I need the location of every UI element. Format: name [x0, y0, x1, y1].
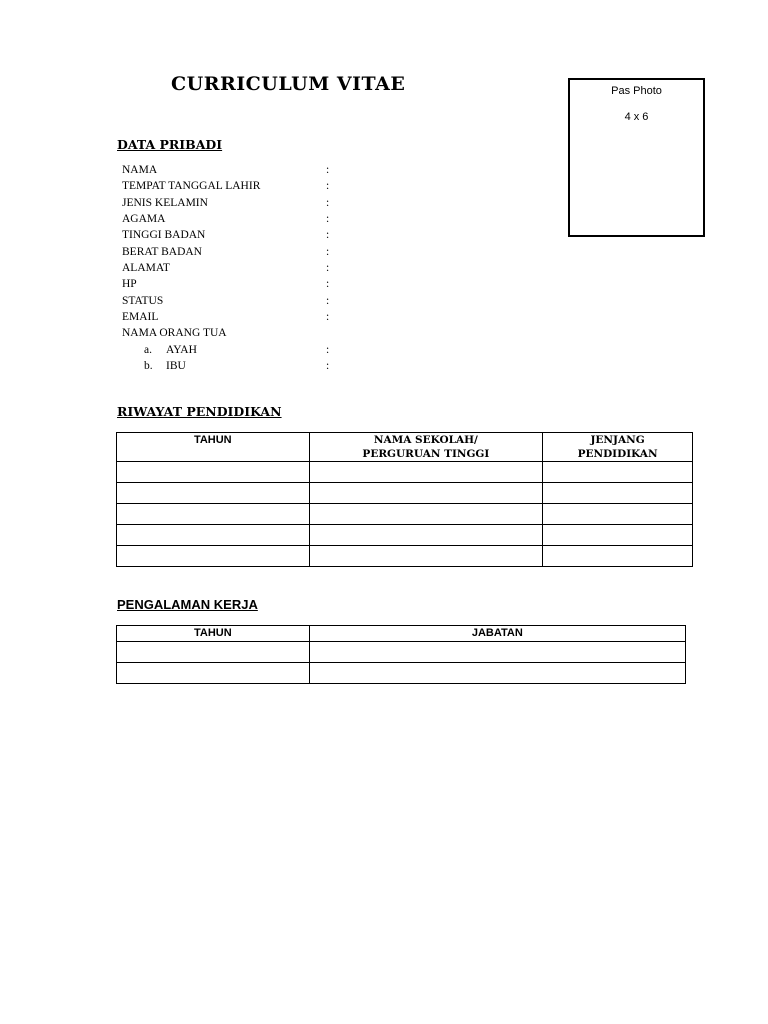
photo-size: 4 x 6 [624, 111, 649, 123]
field-label-text: ALAMAT [122, 262, 170, 275]
field-label [122, 213, 165, 225]
field-label [122, 295, 163, 307]
table-cell[interactable] [543, 483, 693, 504]
education-column-header: TAHUN [117, 433, 310, 462]
field-colon: : [326, 213, 330, 226]
personal-field-row [122, 196, 330, 213]
list-marker: b. [144, 360, 153, 373]
field-label [122, 278, 137, 290]
experience-column-header: JABATAN [309, 626, 685, 642]
cv-title: CURRICULUM VITAE [171, 73, 406, 95]
table-cell[interactable] [309, 642, 685, 663]
field-label-text: JENIS KELAMIN [122, 196, 208, 209]
personal-field-row [122, 311, 330, 327]
table-cell[interactable] [117, 504, 310, 525]
personal-field-row [122, 343, 330, 360]
education-column-header: NAMA SEKOLAH/ PERGURUAN TINGGI [309, 433, 543, 462]
field-colon: : [326, 245, 330, 258]
personal-field-row [122, 245, 330, 262]
table-cell[interactable] [309, 663, 685, 684]
table-cell[interactable] [117, 462, 310, 483]
field-label [122, 344, 197, 356]
field-label [122, 311, 158, 323]
field-label [122, 180, 260, 192]
personal-field-row [122, 278, 330, 294]
education-heading: RIWAYAT PENDIDIKAN [117, 404, 282, 419]
personal-data-fields [122, 164, 330, 376]
education-column-header: JENJANG PENDIDIKAN [543, 433, 693, 462]
personal-field-row [122, 360, 330, 376]
field-colon: : [326, 164, 330, 176]
field-label-text: IBU [166, 360, 186, 373]
table-row [117, 462, 693, 483]
experience-column-header: TAHUN [117, 626, 310, 642]
field-label-text: BERAT BADAN [122, 245, 202, 258]
field-colon: : [326, 180, 330, 193]
table-row [117, 483, 693, 504]
table-cell[interactable] [543, 504, 693, 525]
field-label [122, 164, 157, 176]
table-row [117, 525, 693, 546]
table-cell[interactable] [117, 663, 310, 684]
field-colon: : [326, 311, 330, 324]
education-table [116, 432, 693, 567]
photo-label: Pas Photo [611, 85, 662, 97]
personal-field-row [122, 327, 260, 343]
table-cell[interactable] [117, 642, 310, 663]
table-cell[interactable] [309, 546, 543, 567]
field-label-text: NAMA [122, 164, 158, 176]
table-row [117, 642, 686, 663]
table-cell[interactable] [543, 462, 693, 483]
table-cell[interactable] [117, 546, 310, 567]
table-row [117, 504, 693, 525]
field-colon: : [326, 196, 330, 209]
personal-data-heading: DATA PRIBADI [117, 137, 223, 152]
personal-field-row [122, 262, 330, 278]
field-label-text: AYAH [166, 343, 197, 356]
field-label-text: TINGGI BADAN [122, 229, 206, 242]
field-colon: : [326, 262, 330, 275]
field-colon: : [326, 343, 330, 356]
field-label-text: NAMA ORANG TUA [122, 327, 227, 340]
personal-field-row [122, 164, 330, 180]
field-label-text: AGAMA [122, 213, 166, 226]
table-cell[interactable] [543, 525, 693, 546]
list-marker: a. [144, 343, 152, 356]
personal-field-row [122, 229, 330, 245]
table-cell[interactable] [543, 546, 693, 567]
experience-heading: PENGALAMAN KERJA [117, 597, 258, 612]
table-cell[interactable] [309, 525, 543, 546]
table-cell[interactable] [309, 483, 543, 504]
field-label-text: EMAIL [122, 311, 159, 324]
personal-field-row [122, 213, 330, 229]
photo-placeholder [568, 78, 705, 237]
field-label [122, 197, 208, 209]
table-cell[interactable] [309, 462, 543, 483]
field-label-text: HP [122, 278, 137, 291]
field-label [122, 229, 205, 241]
field-label [122, 360, 186, 372]
personal-field-row [122, 180, 330, 196]
field-label [122, 246, 202, 258]
field-label [122, 327, 227, 339]
field-colon: : [326, 278, 330, 291]
table-row [117, 546, 693, 567]
table-cell[interactable] [117, 525, 310, 546]
table-cell[interactable] [309, 504, 543, 525]
table-cell[interactable] [117, 483, 310, 504]
experience-table [116, 625, 686, 684]
field-label-text: TEMPAT TANGGAL LAHIR [122, 180, 261, 193]
field-colon: : [326, 360, 330, 373]
field-label-text: STATUS [122, 294, 164, 307]
field-label [122, 262, 170, 274]
personal-field-row [122, 294, 330, 311]
field-colon: : [326, 229, 330, 242]
table-row [117, 663, 686, 684]
field-colon: : [326, 294, 330, 307]
